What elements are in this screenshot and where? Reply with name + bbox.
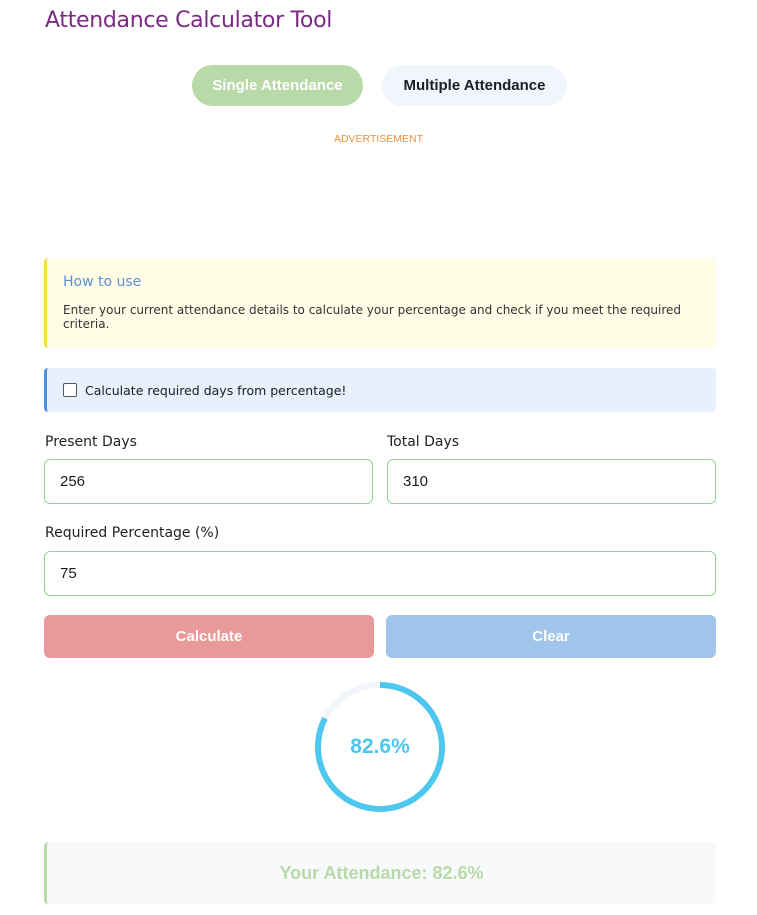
required-percentage-input[interactable]: 75 — [44, 551, 716, 596]
present-days-input[interactable]: 256 — [44, 459, 373, 504]
how-to-use-box — [44, 258, 716, 348]
clear-button[interactable]: Clear — [386, 615, 716, 658]
required-days-toggle-row[interactable] — [44, 368, 716, 412]
total-days-label: Total Days — [387, 434, 460, 450]
how-to-use-title: How to use — [63, 274, 142, 290]
advertisement-label: ADVERTISEMENT — [333, 133, 424, 145]
required-days-checkbox-label[interactable]: Calculate required days from percentage! — [85, 382, 347, 398]
page-title: Attendance Calculator Tool — [45, 8, 333, 33]
how-to-use-text: Enter your current attendance details to calculate your percentage and check if you meet the required criteria. — [63, 303, 682, 331]
tab-single-attendance[interactable]: Single Attendance — [192, 65, 363, 106]
present-days-label: Present Days — [45, 434, 137, 450]
calculate-button[interactable]: Calculate — [44, 615, 374, 658]
required-days-checkbox[interactable] — [63, 383, 77, 397]
total-days-input[interactable]: 310 — [387, 459, 716, 504]
attendance-percentage-value: 82.6% — [350, 735, 410, 758]
tab-multiple-attendance[interactable]: Multiple Attendance — [382, 65, 567, 106]
required-percentage-label: Required Percentage (%) — [45, 525, 220, 541]
attendance-result-box: Your Attendance: 82.6% — [44, 842, 716, 904]
